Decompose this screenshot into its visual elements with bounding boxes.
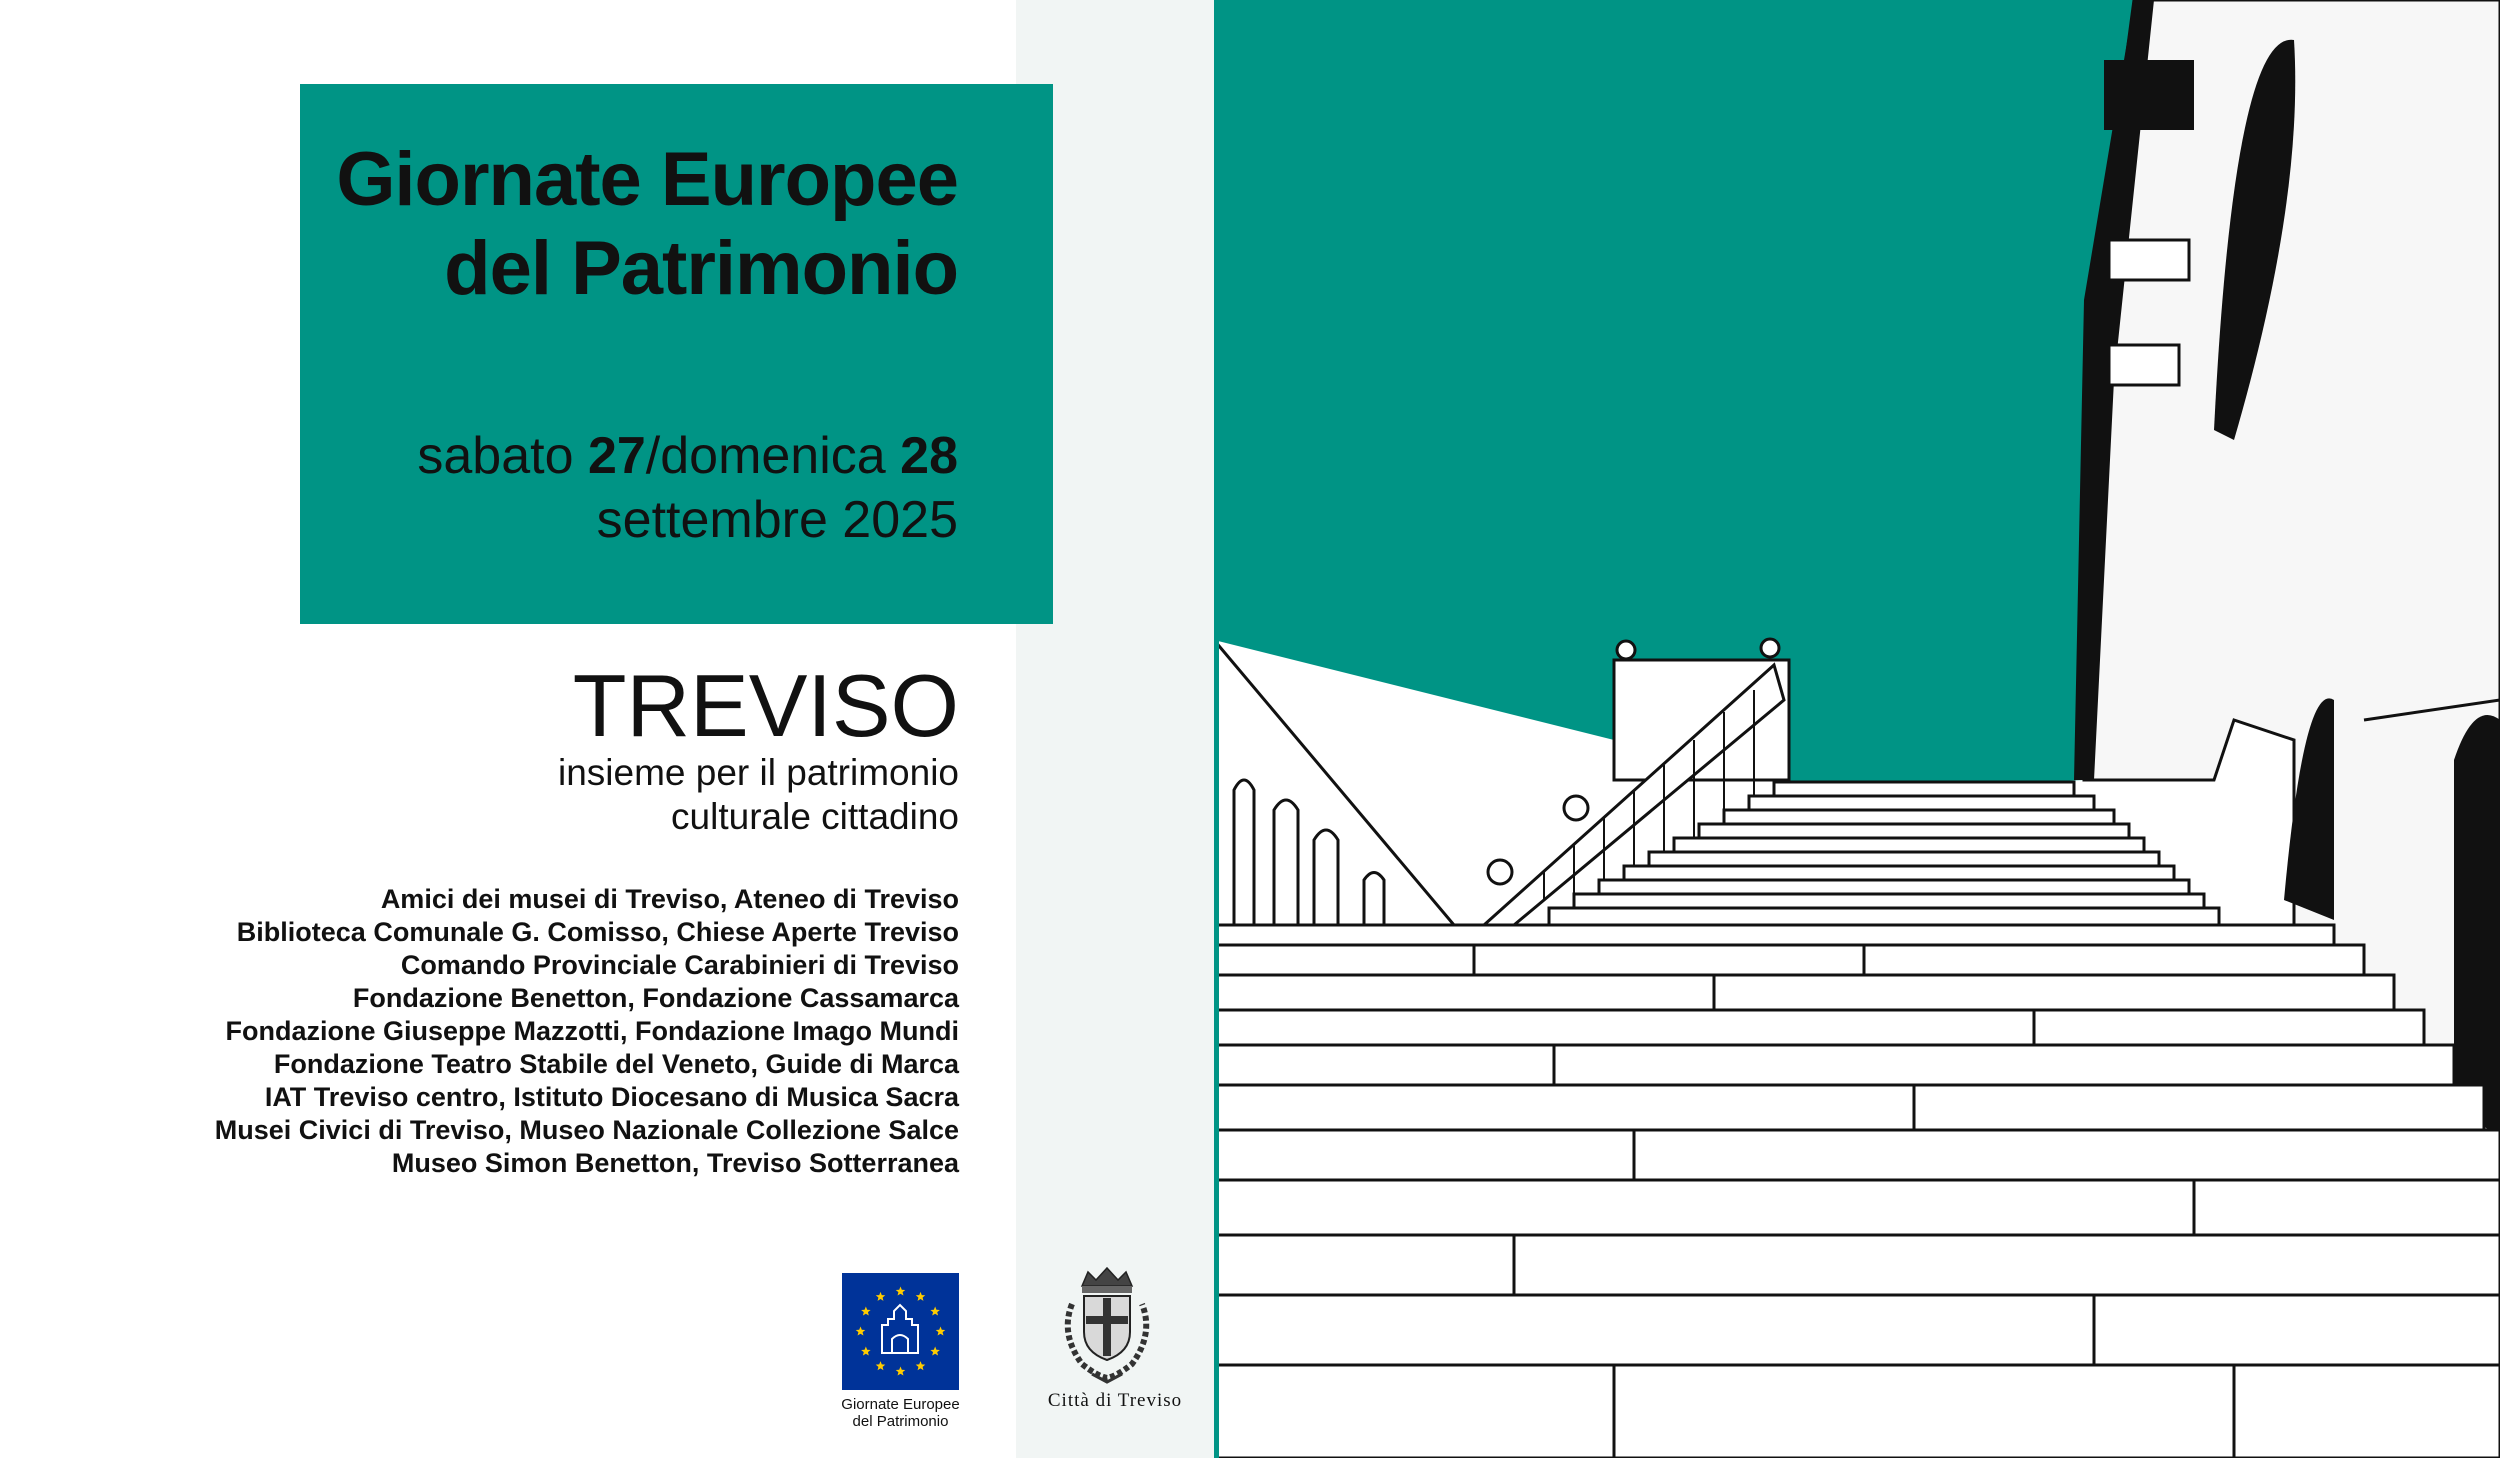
- eu-caption-line-2: del Patrimonio: [852, 1413, 949, 1430]
- partner-line: Comando Provinciale Carabinieri di Treviso: [400, 950, 959, 980]
- partner-line: Fondazione Teatro Stabile del Veneto, Guide di Marca: [273, 1049, 959, 1079]
- partner-line: Musei Civici di Treviso, Museo Nazionale Collezione Salce: [214, 1115, 959, 1145]
- date-line-2: settembre 2025: [596, 491, 958, 549]
- partner-line: IAT Treviso centro, Istituto Diocesano di Musica Sacra: [264, 1082, 959, 1112]
- partners-list: [215, 883, 959, 1180]
- date-line-1: [417, 427, 958, 485]
- staircase-illustration: [1214, 0, 2500, 1458]
- day1-number: 27: [587, 427, 646, 485]
- city-subtitle-line-2: culturale cittadino: [671, 796, 959, 837]
- title-line-1: Giornate Europee: [336, 137, 958, 222]
- city-caption: Città di Treviso: [1047, 1390, 1183, 1411]
- partner-line: Fondazione Giuseppe Mazzotti, Fondazione Imago Mundi: [225, 1016, 959, 1046]
- title-box: [300, 84, 1053, 624]
- date-separator: /domenica: [645, 427, 901, 485]
- eu-logo-caption: [820, 1396, 981, 1430]
- day2-number: 28: [900, 427, 958, 485]
- partner-line: Fondazione Benetton, Fondazione Cassamarca: [352, 983, 959, 1013]
- partner-line: Biblioteca Comunale G. Comisso, Chiese Aperte Treviso: [236, 917, 959, 947]
- partner-line: Amici dei musei di Treviso, Ateneo di Treviso: [380, 884, 959, 914]
- title-line-2: del Patrimonio: [444, 226, 958, 311]
- city-subtitle-line-1: insieme per il patrimonio: [557, 752, 959, 793]
- partner-line: Museo Simon Benetton, Treviso Sotterranea: [391, 1148, 959, 1178]
- city-name: TREVISO: [572, 656, 959, 755]
- treviso-crest-icon: [1052, 1264, 1162, 1388]
- eu-stars-castle-icon: [842, 1273, 959, 1390]
- day1-label: sabato: [417, 427, 588, 485]
- eu-caption-line-1: Giornate Europee: [841, 1396, 960, 1413]
